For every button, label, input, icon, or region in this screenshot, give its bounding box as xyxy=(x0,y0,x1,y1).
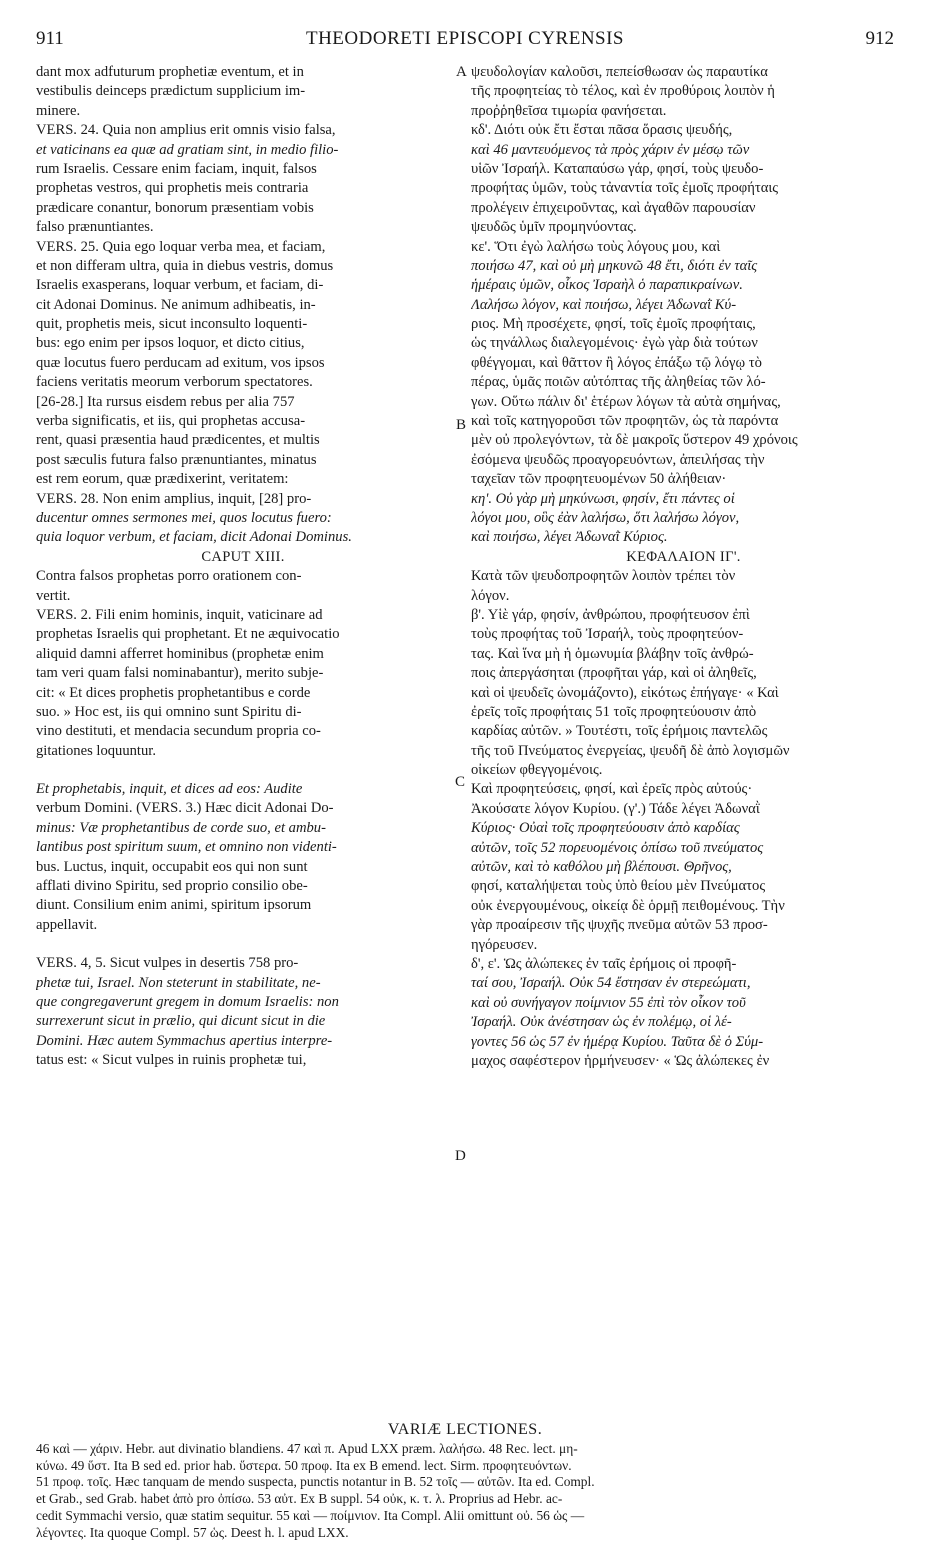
variant-readings xyxy=(36,1422,894,1542)
text-line: καὶ ποιήσω, λέγει Ἀδωναῒ Κύριος. xyxy=(471,529,668,546)
text-line: Καὶ προφητεύσεις, φησί, καὶ ἐρεῖς πρὸς αὐτούς· xyxy=(471,781,753,798)
text-line: προῤῥηθεῖσα τιμωρία φανήσεται. xyxy=(471,102,667,119)
text-line: appellavit. xyxy=(36,916,98,933)
text-line: cit: « Et dices prophetis prophetantibus e corde xyxy=(36,684,311,701)
text-line: bus: ego enim per ipsos loquor, et dicto citius, xyxy=(36,335,305,352)
text-line: dant mox adfuturum prophetiæ eventum, et in xyxy=(36,64,304,80)
text-line: μὲν οὐ προλεγόντων, τὰ δὲ μακροῖς ὕστερον 49 χρόνοις xyxy=(471,432,798,449)
greek-column xyxy=(471,63,896,1071)
text-line: aliquid damni afferret hominibus (prophetæ enim xyxy=(36,645,324,662)
text-line: Κύριος· Οὐαὶ τοῖς προφητεύουσιν ἀπὸ καρδίας xyxy=(471,820,740,837)
text-line: vino destituti, et mendacia secundum propria co- xyxy=(36,723,321,740)
page-number-right: 912 xyxy=(865,28,894,49)
text-line: [26-28.] Ita rursus eisdem rebus per alia 757 xyxy=(36,393,295,410)
text-line: οἰκείων φθεγγομένοις. xyxy=(471,762,603,779)
margin-marker-b: B xyxy=(456,417,467,433)
text-line: quia loquor verbum, et faciam, dicit Adonai Dominus. xyxy=(36,529,352,546)
text-line: quæ locutus fuero perducam ad exitum, vos ipsos xyxy=(36,354,325,371)
text-line: προφήτας ὑμῶν, τοὺς τἀναντία τοῖς ἐμοῖς προφήταις xyxy=(471,180,779,197)
text-line: CAPUT XIII. xyxy=(201,548,285,565)
text-line: καὶ τοῖς κατηγοροῦσι τῶν προφητῶν, ὡς τὰ παρόντα xyxy=(471,413,779,430)
text-line: faciens veritatis meorum verborum spectatores. xyxy=(36,374,313,391)
text-line: afflati divino Spiritu, sed proprio consilio obe- xyxy=(36,878,308,895)
text-line: ποιήσω 47, καὶ οὐ μὴ μηκυνῶ 48 ἔτι, διότι ἐν ταῖς xyxy=(471,257,758,274)
text-line: Ἀκούσατε λόγον Κυρίου. (γ'.) Τάδε λέγει Ἀδωναῒ xyxy=(471,800,760,817)
text-line: ΚΕΦΑΛΑΙΟΝ ΙΓ'. xyxy=(626,548,741,565)
text-line: κη'. Οὐ γὰρ μὴ μηκύνωσι, φησίν, ἔτι πάντες οἱ xyxy=(471,490,735,507)
text-line: ἐρεῖς τοῖς προφήταις 51 τοῖς προφητεύουσιν ἀπὸ xyxy=(471,703,757,720)
text-line: falso prænuntiantes. xyxy=(36,219,154,236)
page-header xyxy=(36,28,894,58)
text-line: vestibulis deinceps prædictum supplicium im- xyxy=(36,83,306,100)
text-line: λόγοι μου, οὓς ἐὰν λαλήσω, ὅτι λαλήσω λόγον, xyxy=(471,509,740,526)
text-line: quit, prophetis meis, sicut inconsulto loquenti- xyxy=(36,316,308,333)
text-line: et vaticinans ea quæ ad gratiam sint, in medio filio- xyxy=(36,141,339,158)
margin-marker-a: A xyxy=(456,64,467,80)
text-line: καὶ οἱ ψευδεῖς ὠνομάζοντο), εἰκότως ἐπήγαγε· « Καὶ xyxy=(471,684,779,701)
text-line: que congregaverunt gregem in domum Israelis: non xyxy=(36,993,339,1010)
text-line: tam veri quam falsi nominabantur), merito subje- xyxy=(36,665,324,682)
text-line: λόγον. xyxy=(471,587,510,604)
margin-marker-c: C xyxy=(455,774,466,790)
text-line: Domini. Hæc autem Symmachus apertius interpre- xyxy=(36,1032,333,1049)
text-line: suo. » Hoc est, iis qui omnino sunt Spiritu di- xyxy=(36,703,302,720)
text-line: ἡμέραις ὑμῶν, οἶκος Ἰσραὴλ ὁ παραπικραίνων. xyxy=(471,277,743,294)
note-line: κύνω. 49 ὕστ. Ita B sed ed. prior hab. ὕστερα. 50 προφ. Ita ex B emend. lect. Sirm. προφητευόντων. xyxy=(36,1457,572,1473)
text-line: ριος. Μὴ προσέχετε, φησί, τοῖς ἐμοῖς προφήταις, xyxy=(471,316,756,333)
text-line: tatus est: « Sicut vulpes in ruinis prophetæ tui, xyxy=(36,1052,307,1069)
text-line: gitationes loquuntur. xyxy=(36,742,156,759)
text-line: φθέγγομαι, καὶ θᾶττον ἢ λόγος ἐπάξω τῷ λόγῳ τὸ xyxy=(471,354,762,371)
text-line: minere. xyxy=(36,102,81,119)
text-line: cit Adonai Dominus. Ne animum adhibeatis, in- xyxy=(36,296,316,313)
text-line: et non differam ultra, quia in diebus vestris, domus xyxy=(36,257,334,274)
text-line: ἐσόμενα ψευδῶς προαγορευόντων, ἀπειλήσας τὴν xyxy=(471,451,765,468)
text-line: prophetas Israelis qui prophetant. Et ne æquivocatio xyxy=(36,626,340,643)
text-line: bus. Luctus, inquit, occupabit eos qui non sunt xyxy=(36,858,308,875)
text-line: est rem eorum, quæ prædixerint, veritatem: xyxy=(36,471,289,488)
text-line: τοὺς προφήτας τοῦ Ἰσραήλ, τοὺς προφητεύον- xyxy=(471,626,744,643)
text-line: VERS. 24. Quia non amplius erit omnis visio falsa, xyxy=(36,122,336,139)
text-line: αὐτῶν, καὶ τὸ καθόλου μὴ βλέπουσι. Θρῆνος, xyxy=(471,859,732,876)
note-line: et Grab., sed Grab. habet ἀπὸ pro ὀπίσω. 53 αὐτ. Ex B suppl. 54 οὐκ, κ. τ. λ. Proprius ad Hebr. ac- xyxy=(36,1491,563,1507)
text-line: post sæculis futura falso prænuntiantes, minatus xyxy=(36,451,317,468)
text-line: κε'. Ὅτι ἐγὼ λαλήσω τοὺς λόγους μου, καὶ xyxy=(471,238,721,255)
text-line: minus: Væ prophetantibus de corde suo, et ambu- xyxy=(36,819,326,836)
text-line: ὡς τηνάλλως διαλεγομένοις· ἐγὼ γὰρ διὰ τούτων xyxy=(471,335,758,352)
text-line: τῆς προφητείας τὸ τέλος, καὶ ἐν προθύροις λοιπὸν ἡ xyxy=(471,83,775,100)
text-line: Israelis exasperans, loquar verbum, et faciam, di- xyxy=(36,277,324,294)
text-line: καὶ οὐ συνήγαγον ποίμνιον 55 ἐπὶ τὸν οἶκον τοῦ xyxy=(471,994,746,1011)
text-line: ταχεῖαν τῶν προφητευομένων 50 ἀλήθειαν· xyxy=(471,471,727,488)
text-line: verbum Domini. (VERS. 3.) Hæc dicit Adonai Do- xyxy=(36,800,334,817)
text-line: vertit. xyxy=(36,587,71,604)
page-number-left: 911 xyxy=(36,28,64,49)
text-line: Ἰσραήλ. Οὐκ ἀνέστησαν ὡς ἐν πολέμῳ, οἱ λέ- xyxy=(471,1014,732,1031)
text-line: rum Israelis. Cessare enim faciam, inquit, falsos xyxy=(36,160,317,177)
text-line: κδ'. Διότι οὐκ ἔτι ἔσται πᾶσα ὅρασις ψευδής, xyxy=(471,122,733,139)
text-line: lantibus post spiritum suum, et omnino non videnti- xyxy=(36,839,337,856)
latin-column xyxy=(36,63,450,1071)
text-line: γοντες 56 ὡς 57 ἐν ἡμέρᾳ Κυρίου. Ταῦτα δὲ ὁ Σύμ- xyxy=(471,1033,764,1050)
text-line: VERS. 2. Fili enim hominis, inquit, vaticinare ad xyxy=(36,606,323,623)
text-line: ducentur omnes sermones mei, quos locutus fuero: xyxy=(36,509,332,526)
text-line: surrexerunt sicut in prælio, qui dicunt sicut in die xyxy=(36,1013,326,1030)
text-line: Contra falsos prophetas porro orationem con- xyxy=(36,568,302,585)
text-line: δ', ε'. Ὡς ἀλώπεκες ἐν ταῖς ἐρήμοις οἱ προφῆ- xyxy=(471,955,737,972)
text-line: ηγόρευσεν. xyxy=(471,936,538,953)
text-line: αὐτῶν, τοῖς 52 πορευομένοις ὀπίσω τοῦ πνεύματος xyxy=(471,839,764,856)
text-line: Κατὰ τῶν ψευδοπροφητῶν λοιπὸν τρέπει τὸν xyxy=(471,568,736,585)
running-title: THEODORETI EPISCOPI CYRENSIS xyxy=(305,28,625,49)
text-line: μαχος σαφέστερον ἡρμήνευσεν· « Ὡς ἀλώπεκες ἐν xyxy=(471,1052,770,1069)
text-line: γων. Οὕτω πάλιν δι' ἑτέρων λόγων τὰ αὐτὰ σημήνας, xyxy=(471,393,781,410)
text-line: ψευδολογίαν καλοῦσι, πεπείσθωσαν ὡς παραυτίκα xyxy=(471,64,768,80)
text-line: prophetas vestros, qui prophetis meis contraria xyxy=(36,180,309,197)
note-line: 51 προφ. τοῖς. Hæc tanquam de mendo suspecta, punctis notantur in B. 52 τοῖς — αὐτῶν. Ita ed. Compl. xyxy=(36,1474,595,1490)
text-line: γὰρ προαίρεσιν τῆς ψυχῆς πνεῦμα αὐτῶν 53 προσ- xyxy=(471,917,768,934)
text-line: τας. Καὶ ἵνα μὴ ἡ ὁμωνυμία βλάβην τοῖς ἀνθρώ- xyxy=(471,645,754,662)
text-line: ποις ἀπεργάσηται (προφῆται γάρ, καὶ οἱ ἀληθεῖς, xyxy=(471,665,757,682)
text-line: οὐκ ἐνεργουμένους, οἰκείᾳ δὲ ὁρμῇ πειθομένους. Τὴν xyxy=(471,897,785,914)
text-line: τῆς τοῦ Πνεύματος ἐνεργείας, ψευδῆ δὲ ἀπὸ λογισμῶν xyxy=(471,742,790,759)
text-line: ταί σου, Ἰσραήλ. Οὐκ 54 ἔστησαν ἐν στερεώματι, xyxy=(471,975,751,992)
text-line: ψευδῶς ὑμῖν προμηνύοντας. xyxy=(471,219,637,236)
variant-readings-title: VARIÆ LECTIONES. xyxy=(387,1421,543,1438)
text-line: υἱῶν Ἰσραήλ. Καταπαύσω γάρ, φησί, τοὺς ψευδο- xyxy=(471,160,764,177)
text-line: πέρας, ὑμᾶς ποιῶν αὐτόπτας τῆς ἀληθείας τῶν λό- xyxy=(471,374,766,391)
note-line: cedit Symmachi versio, quæ statim sequitur. 55 καὶ — ποίμνιον. Ita Compl. Alii omittunt οὐ. 56 ὡς — xyxy=(36,1507,585,1523)
margin-marker-d: D xyxy=(455,1148,466,1164)
text-line: β'. Υἱὲ γάρ, φησίν, ἀνθρώπου, προφήτευσον ἐπὶ xyxy=(471,606,750,623)
text-line: Et prophetabis, inquit, et dices ad eos: Audite xyxy=(36,781,303,798)
text-line: VERS. 28. Non enim amplius, inquit, [28] pro- xyxy=(36,490,312,507)
text-line: prædicare conantur, bonorum præsentiam vobis xyxy=(36,199,314,216)
text-line: φησί, καταλήψεται τοὺς ὑπὸ θείου μὲν Πνεύματος xyxy=(471,878,766,895)
variant-readings-body xyxy=(36,1441,894,1542)
text-line: Λαλήσω λόγον, καὶ ποιήσω, λέγει Ἀδωναῒ Κύ- xyxy=(471,296,737,313)
text-line: verba significatis, et iis, qui prophetas accusa- xyxy=(36,413,306,430)
text-line: VERS. 25. Quia ego loquar verba mea, et faciam, xyxy=(36,238,326,255)
text-line: καὶ 46 μαντευόμενος τὰ πρὸς χάριν ἐν μέσῳ τῶν xyxy=(471,141,750,158)
text-line xyxy=(36,761,450,780)
text-line: VERS. 4, 5. Sicut vulpes in desertis 758 pro- xyxy=(36,955,299,972)
text-line xyxy=(36,935,450,954)
text-line: καρδίας αὐτῶν. » Τουτέστι, τοῖς ἐρήμοις παντελῶς xyxy=(471,723,768,740)
note-line: 46 καὶ — χάριν. Hebr. aut divinatio blandiens. 47 καὶ π. Apud LXX præm. λαλήσω. 48 Rec. lect. μη- xyxy=(36,1440,578,1456)
text-line: diunt. Consilium enim animi, spiritum ipsorum xyxy=(36,897,312,914)
text-line: προλέγειν ἐπιχειροῦντας, καὶ ἀγαθῶν παρουσίαν xyxy=(471,199,756,216)
text-line: rent, quasi præsentia haud prædicentes, et multis xyxy=(36,432,320,449)
text-line: phetæ tui, Israel. Non steterunt in stabilitate, ne- xyxy=(36,974,321,991)
note-line: λέγοντες. Ita quoque Compl. 57 ὡς. Deest h. l. apud LXX. xyxy=(36,1524,349,1540)
